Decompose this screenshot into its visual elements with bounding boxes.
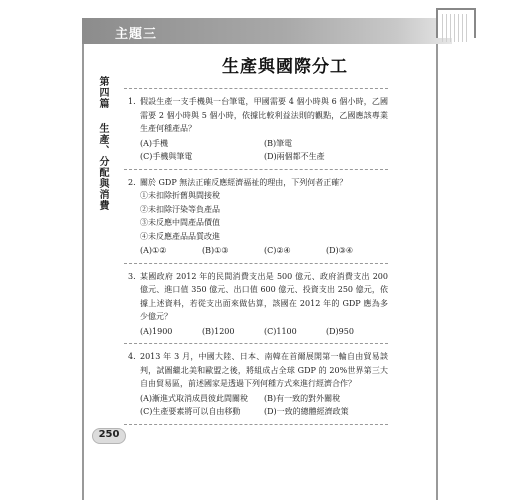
option-a: (A)漸進式取消成員彼此間關稅 xyxy=(140,393,249,403)
question-stem: 關於 GDP 無法正確反應經濟福祉的理由，下列何者正確？ xyxy=(140,177,348,187)
right-margin-line xyxy=(436,44,438,500)
option-c: (C)1100 xyxy=(264,326,297,336)
option-b: (B)1200 xyxy=(202,326,235,336)
option-b: (B)①③ xyxy=(202,246,229,255)
option-d: (D)950 xyxy=(326,326,354,336)
question-2 xyxy=(124,170,388,264)
option-c: (C)②④ xyxy=(264,246,291,255)
option-list xyxy=(140,325,388,339)
option-d: (D)③④ xyxy=(326,246,353,255)
sidebar-chapter: 生產、分配與消費 xyxy=(97,123,108,211)
question-stem: 2013 年 3 月，中國大陸、日本、南韓在首爾展開第一輪自由貿易談判，試圖繼北美和歐盟之後，將組成占全球 GDP 的 20%世界第三大自由貿易區，前述國家是透過下列何種方式來進行經濟合作？ xyxy=(140,352,388,388)
statement-3: ③未反應中間產品價值 xyxy=(140,218,220,227)
option-list xyxy=(140,392,388,419)
option-list xyxy=(140,244,388,258)
option-c: (C)手機與筆電 xyxy=(140,152,193,161)
option-a: (A)1900 xyxy=(140,326,173,336)
header-decoration xyxy=(436,8,476,38)
left-margin-line xyxy=(82,44,84,500)
statement-2: ②未扣除汙染等負產品 xyxy=(140,204,220,214)
option-c: (C)生產要素將可以自由移動 xyxy=(140,407,241,416)
question-stem: 某國政府 2012 年的民間消費支出是 500 億元、政府消費支出 200 億元、進口值 350 億元、出口值 600 億元、投資支出 250 億元，依據上述資料，若從支出面來做估算，該國在 2012 年的 GDP 應為多少億元？ xyxy=(140,271,388,321)
question-number: 3. xyxy=(128,271,136,281)
question-4 xyxy=(124,344,388,425)
option-a: (A)手機 xyxy=(140,138,169,148)
question-number: 2. xyxy=(128,177,136,187)
option-b: (B)筆電 xyxy=(264,138,293,148)
option-d: (D)兩個都不生產 xyxy=(264,152,325,161)
theme-label: 主題三 xyxy=(115,27,158,42)
sidebar-part: 第四篇 xyxy=(97,76,108,109)
question-1 xyxy=(124,88,388,170)
sidebar-chapter-label xyxy=(96,76,110,211)
question-number: 4. xyxy=(128,352,136,361)
page-title: 生產與國際分工 xyxy=(222,57,348,77)
option-d: (D)一致的總體經濟政策 xyxy=(264,407,349,416)
question-number: 1. xyxy=(128,97,136,106)
question-3 xyxy=(124,264,388,345)
question-list xyxy=(124,88,388,425)
question-stem: 假設生產一支手機與一台筆電，甲國需要 4 個小時與 6 個小時，乙國需要 2 個小時與 5 個小時，依據比較利益法則的觀點，乙國應該專業生產何種產品？ xyxy=(140,97,388,133)
statement-1: ①未扣除折舊與間接稅 xyxy=(140,191,220,200)
option-b: (B)有一致的對外關稅 xyxy=(264,393,341,403)
option-list xyxy=(140,137,388,164)
option-a: (A)①② xyxy=(140,246,167,255)
page-number: 250 xyxy=(98,429,120,440)
statement-4: ④未反應產品品質改進 xyxy=(140,231,220,241)
